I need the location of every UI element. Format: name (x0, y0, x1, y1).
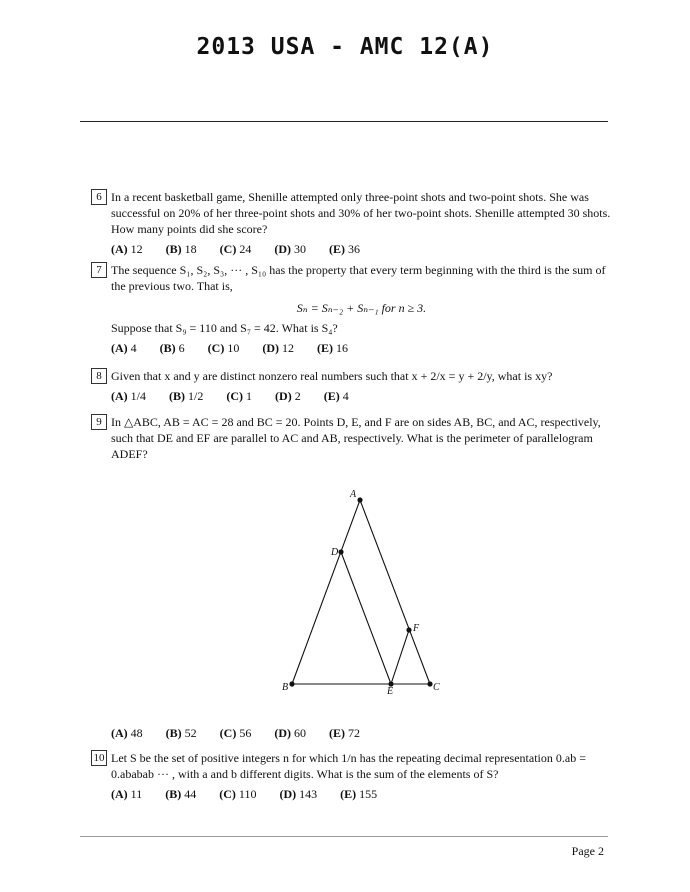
choice-c: (C) 24 (219, 242, 252, 256)
problem-10 (92, 750, 612, 802)
choice-a: (A) 12 (111, 242, 143, 256)
problem-number: 7 (91, 262, 107, 278)
choice-d: (D) 60 (274, 726, 307, 740)
choice-c: (C) 110 (219, 787, 257, 801)
segment-de (341, 552, 391, 684)
problem-text: The sequence S₁, S₂, S₃, ··· , S₁₀ has the property that every term beginning with the third is the sum of the previous two. That is, (111, 263, 606, 293)
choice-b: (B) 44 (165, 787, 197, 801)
problem-text: Given that x and y are distinct nonzero real numbers such that x + 2/x = y + 2/y, what is xy? (111, 369, 553, 383)
point-b (289, 681, 294, 686)
segment-ef (391, 630, 409, 684)
side-ab (292, 500, 360, 684)
page-title: 2013 USA - AMC 12(A) (196, 34, 494, 60)
problem-text: Let S be the set of positive integers n for which 1/n has the repeating decimal representation 0.ab = 0.ababab ··· , with a and b different digits. What is the sum of the elements of S? (111, 751, 586, 781)
label-d: D (331, 547, 339, 558)
problem-number: 10 (91, 750, 107, 766)
problem-9 (92, 414, 612, 462)
page-number: Page 2 (571, 844, 604, 858)
choice-b: (B) 6 (159, 341, 185, 355)
header-divider (80, 121, 608, 122)
problem-text: In △ABC, AB = AC = 28 and BC = 20. Points D, E, and F are on sides AB, BC, and AC, respectively, such that DE and EF are parallel to AC and AB, respectively. What is the perimeter of parallelogram ADEF? (111, 415, 601, 461)
label-a: A (350, 489, 357, 500)
choice-e: (E) 4 (323, 389, 349, 403)
problem-number: 9 (91, 414, 107, 430)
choice-b: (B) 52 (165, 726, 197, 740)
choice-e: (E) 16 (317, 341, 349, 355)
answer-choices (111, 388, 612, 404)
label-c: C (433, 682, 440, 693)
problem-8 (92, 368, 612, 404)
choice-a: (A) 11 (111, 787, 143, 801)
choice-d: (D) 143 (279, 787, 318, 801)
choice-b: (B) 18 (165, 242, 197, 256)
choice-b: (B) 1/2 (169, 389, 204, 403)
point-a (357, 497, 362, 502)
problem-6 (92, 189, 612, 257)
problem-text: In a recent basketball game, Shenille attempted only three-point shots and two-point shots. She was successful on 20% of her three-point shots and 30% of her two-point shots. Shenille attempted 30 shots. How many points did she score? (111, 190, 611, 236)
point-c (427, 681, 432, 686)
problem-number: 8 (91, 368, 107, 384)
choice-e: (E) 155 (340, 787, 378, 801)
choice-d: (D) 2 (275, 389, 301, 403)
answer-choices (111, 725, 612, 741)
recurrence-formula: Sₙ = Sₙ₋₂ + Sₙ₋₁ for n ≥ 3. (296, 301, 427, 315)
choice-c: (C) 10 (207, 341, 240, 355)
label-e: E (387, 686, 394, 697)
point-f (406, 627, 411, 632)
triangle-figure (270, 480, 450, 705)
problem-number: 6 (91, 189, 107, 205)
problem-text-2: Suppose that S₉ = 110 and S₇ = 42. What is S₄? (111, 321, 338, 335)
choice-e: (E) 36 (329, 242, 361, 256)
choice-c: (C) 1 (226, 389, 253, 403)
choice-d: (D) 12 (262, 341, 295, 355)
answer-choices (111, 340, 612, 356)
choice-a: (A) 1/4 (111, 389, 147, 403)
problem-9-choices (92, 725, 612, 741)
choice-e: (E) 72 (329, 726, 361, 740)
label-f: F (413, 623, 420, 634)
side-ac (360, 500, 430, 684)
footer-divider (80, 836, 608, 837)
answer-choices (111, 786, 612, 802)
choice-a: (A) 4 (111, 341, 137, 355)
answer-choices (111, 241, 612, 257)
choice-c: (C) 56 (219, 726, 252, 740)
choice-d: (D) 30 (274, 242, 307, 256)
label-b: B (282, 682, 289, 693)
point-d (338, 549, 343, 554)
problem-7 (92, 262, 612, 356)
choice-a: (A) 48 (111, 726, 143, 740)
